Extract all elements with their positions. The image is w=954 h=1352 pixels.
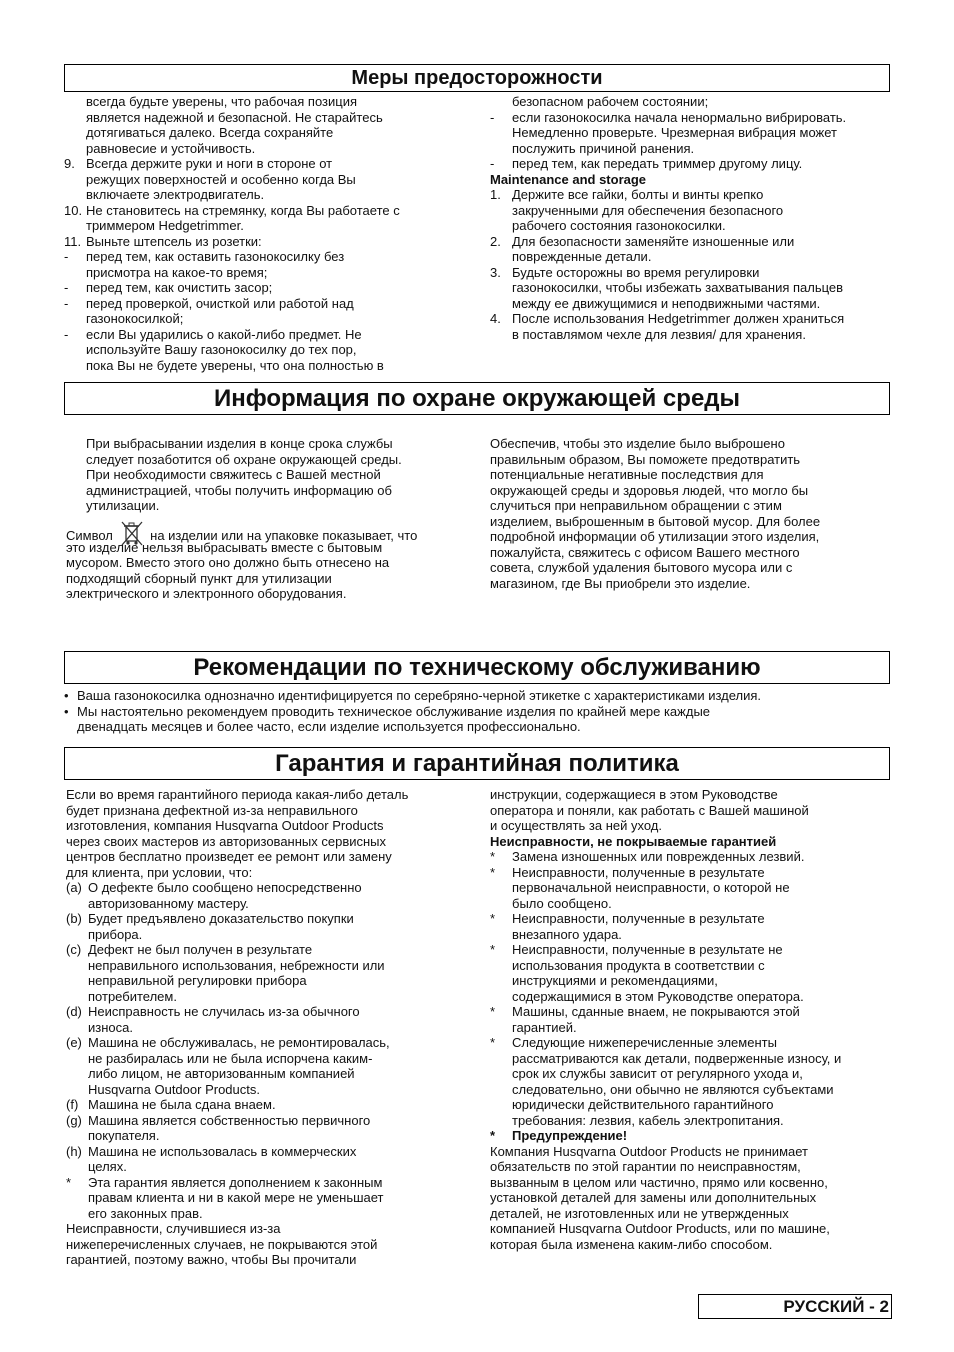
text-line [66,1144,476,1160]
item-text: безопасном рабочем состоянии; [512,94,709,109]
text-line [490,218,890,234]
text-line [64,141,474,157]
bullet-text: Мы настоятельно рекомендуем проводить техническое обслуживание изделия по крайней мере каждые [77,703,711,719]
text-line: электрического и электронного оборудования. [66,586,347,601]
text-line: мусором. Вместо этого оно должно быть отнесено на [66,555,390,570]
text-line [490,156,890,172]
text-line [490,927,890,943]
item-marker: * [490,1035,496,1050]
item-text: закрученными для обеспечения безопасного [512,202,784,218]
item-text: Неисправности, полученные в результате не [512,942,783,957]
item-text: Будет предъявлено доказательство покупки [88,911,354,926]
item-text: Замена изношенных или поврежденных лезвий. [512,849,805,864]
item-text: равновесие и устойчивость. [86,140,256,156]
item-text: перед тем, как очистить засор; [86,280,273,295]
item-text: авторизованному мастеру. [88,895,249,911]
text-line [64,94,474,110]
text-line: следует позаботится об охране окружающей среды. [86,451,402,467]
item-marker: - [490,109,495,125]
text-line [490,958,890,974]
item-text: Всегда держите руки и ноги в стороне от [86,156,333,171]
text-line: пожалуйста, свяжитесь с офисом Вашего местного [490,544,800,560]
text-line: установкой деталей для замены или дополнительных [490,1190,817,1205]
item-text: следовательно, они обычно не являются субъектами [512,1081,834,1097]
warning-heading: Предупреждение! [512,1128,628,1143]
text-line [490,265,890,281]
text-line: правильным образом, Вы поможете предотвратить [490,451,801,467]
text-line [66,1097,476,1113]
text-line [490,1097,890,1113]
symbol-before: Символ [66,527,113,543]
text-line [66,989,476,1005]
warning-heading-row [490,1128,890,1144]
text-line [490,94,890,110]
text-line [490,1082,890,1098]
item-text: было сообщено. [512,895,612,911]
text-line: гарантией, поэтому важно, чтобы Вы прочитали [66,1252,357,1267]
item-text: потребителем. [88,988,177,1004]
item-text: первоначальной неисправности, о которой не [512,880,790,895]
warranty-left-column [66,787,476,1268]
item-text: Неисправность не случилась из-за обычного [88,1004,360,1019]
item-text: газонокосилки, чтобы избежать захватывания пальцев [512,280,844,295]
item-text: использования продукта в соответствии с [512,957,765,973]
text-line [490,880,890,896]
item-marker: (c) [66,942,82,957]
item-text: неправильной регулировки прибора [88,973,307,988]
text-line [490,311,890,327]
page-footer-language: РУССКИЙ - 2 [698,1294,892,1319]
item-marker: (h) [66,1143,82,1159]
item-text: Неисправности, полученные в результате [512,864,765,880]
item-text: триммером Hedgetrimmer. [86,218,244,233]
item-text: рабочего состояния газонокосилки. [512,218,726,233]
text-line [66,1051,476,1067]
item-text: Следующие нижеперечисленные элементы [512,1035,777,1050]
item-marker: (e) [66,1035,82,1050]
item-text: Для безопасности заменяйте изношенные или [512,233,795,249]
environment-left-column [66,436,476,602]
item-marker: (b) [66,911,82,926]
text-line [490,1113,890,1129]
item-text: всегда будьте уверены, что рабочая позиция [86,94,358,109]
warranty-right-column [490,787,890,1252]
item-text: срок их службы зависит от регулярного ухода и, [512,1066,803,1081]
item-text: либо лицом, не авторизованным компанией [88,1066,355,1081]
text-line: При необходимости свяжитесь с Вашей местной [86,467,381,482]
text-line: для клиента, при условии, что: [66,864,253,880]
text-line [490,1004,890,1020]
text-line: подходящий сборный пункт для утилизации [66,570,332,586]
text-line [66,927,476,943]
text-line: деталей, не изготовленных или не утвержденных [490,1205,789,1221]
text-line: совета, службой удаления бытового мусора или с [490,560,793,575]
item-text: между ее движущимися и неподвижными частями. [512,295,821,311]
item-text: юридически действительного гарантийного [512,1097,774,1112]
item-text: Не становитесь на стремянку, когда Вы работаете с [86,202,400,218]
environment-right-column [490,436,890,591]
item-marker: - [64,249,69,264]
text-line: будет признана дефектной из-за неправильного [66,802,358,818]
safety-right-column [490,94,890,342]
text-line: и осуществлять за ней уход. [490,818,662,833]
text-line: нижеперечисленных случаев, не покрываются этой [66,1236,378,1252]
item-marker: (a) [66,880,82,895]
bullet-text: Ваша газонокосилка однозначно идентифицируется по серебряно-черной этикетке с характеристиками изделия. [77,688,762,703]
item-marker: - [490,156,495,171]
item-marker: (g) [66,1112,82,1128]
text-line: При выбрасывании изделия в конце срока службы [86,436,393,451]
item-marker: 11. [64,233,82,249]
not-covered-heading: Неисправности, не покрываемые гарантией [490,833,777,849]
text-line [66,1082,476,1098]
item-text: Машина не обслуживалась, не ремонтировалась, [88,1035,390,1050]
item-text: присмотра на какое-то время; [86,264,268,280]
item-text: включаете электродвигатель. [86,187,265,202]
text-line: случиться при неправильном обращении с этим [490,498,782,513]
item-text: содержащимися в этом Руководстве оператора. [512,988,804,1004]
item-text: его законных прав. [88,1205,203,1221]
item-text: неправильного использования, небрежности или [88,957,385,973]
item-text: покупателя. [88,1128,160,1143]
item-text: Неисправности, полученные в результате [512,911,765,926]
item-text: Дефект не был получен в результате [88,942,313,957]
text-line [66,896,476,912]
text-line [66,973,476,989]
safety-left-column [64,94,474,373]
text-line: администрацией, чтобы получить информацию об [86,482,392,498]
item-marker: - [64,295,69,311]
item-text: поврежденные детали. [512,249,652,264]
item-text: если газонокосилка начала ненормально вибрировать. [512,109,847,125]
text-line [66,1159,476,1175]
service-bullets [64,688,890,735]
symbol-after: на изделии или на упаковке показывает, что [150,527,418,543]
text-line [490,125,890,141]
text-line: Неисправности, случившиеся из-за [66,1221,281,1236]
bullet-dot-icon: • [64,688,69,703]
text-line [64,311,474,327]
text-line: изделием, выброшенным в бытовой мусор. Для более [490,513,821,529]
text-line [64,234,474,250]
text-line [66,1190,476,1206]
text-line [64,218,474,234]
text-line [66,1175,476,1191]
text-line [66,1206,476,1222]
text-line [64,342,474,358]
item-text: Держите все гайки, болты и винты крепко [512,187,764,202]
item-text: инструкциями и рекомендациями, [512,973,718,988]
bullet-text: двенадцать месяцев и более часто, если изделие используется профессионально. [77,719,581,734]
text-line [66,942,476,958]
item-text: рассматриваются как детали, подверженные износу, и [512,1050,842,1066]
item-marker: * [490,1004,496,1019]
text-line: потенциальные негативные последствия для [490,467,764,482]
text-line [66,911,476,927]
text-line: окружающей среды и здоровья людей, что могло бы [490,482,809,498]
item-text: прибора. [88,926,143,942]
text-line [64,296,474,312]
text-line [490,1066,890,1082]
text-line [66,1128,476,1144]
item-marker: 10. [64,202,83,218]
text-line [66,1020,476,1036]
item-marker: * [490,942,496,957]
text-line: изготовления, компания Husqvarna Outdoor Products [66,818,384,833]
item-text: требования: лезвия, кабель электропитания. [512,1112,784,1128]
text-line [490,1035,890,1051]
item-text: является надежной и безопасной. Не старайтесь [86,109,383,125]
text-line [490,1051,890,1067]
item-text: О дефекте было сообщено непосредственно [88,880,362,895]
item-text: дотягиваться далеко. Всегда сохраняйте [86,125,334,140]
item-text: Машина не использовалась в коммерческих [88,1143,357,1159]
text-line [66,1035,476,1051]
item-text: используйте Вашу газонокосилку до тех пор, [86,342,357,357]
text-line [66,880,476,896]
text-line [64,156,474,172]
text-line [66,1004,476,1020]
text-line [490,1020,890,1036]
text-line [64,172,474,188]
text-line: компанией Husqvarna Outdoor Products, или по машине, [490,1221,830,1236]
text-line: Обеспечив, чтобы это изделие было выброшено [490,436,785,451]
item-text: режущих поверхностей и особенно когда Вы [86,171,356,187]
text-line: Если во время гарантийного периода какая-либо деталь [66,787,409,802]
item-text: если Вы ударились о какой-либо предмет. Не [86,326,362,342]
item-text: газонокосилкой; [86,311,184,326]
text-line [66,1066,476,1082]
item-text: После использования Hedgetrimmer должен храниться [512,311,845,326]
text-line [490,234,890,250]
item-marker: 4. [490,311,501,326]
warning-mark: * [490,1128,496,1143]
section-title-environment: Информация по охране окружающей среды [64,382,890,415]
text-line [490,296,890,312]
text-line: магазином, где Вы приобрели это изделие. [490,575,751,591]
bullet-item [64,688,890,704]
text-line: через своих мастеров из авторизованных сервисных [66,833,387,849]
item-marker: * [66,1174,72,1190]
item-text: пока Вы не будете уверены, что она полностью в [86,357,384,373]
section-title-service: Рекомендации по техническому обслуживанию [64,651,890,684]
text-line [66,1113,476,1129]
item-text: целях. [88,1159,127,1174]
item-marker: 2. [490,233,501,249]
item-text: перед проверкой, очисткой или работой над [86,295,354,311]
text-line [490,280,890,296]
item-marker: 1. [490,187,501,202]
text-line [490,942,890,958]
item-marker: * [490,911,496,926]
item-text: правам клиента и ни в какой мере не уменьшает [88,1190,384,1205]
text-line [64,327,474,343]
text-line: центров бесплатно произведет ее ремонт или замену [66,849,392,864]
item-text: в поставлямом чехле для лезвия/ для хранения. [512,326,806,342]
text-line [64,358,474,374]
item-text: Немедленно проверьте. Чрезмерная вибрация может [512,125,837,140]
text-line: Компания Husqvarna Outdoor Products не принимает [490,1143,808,1159]
item-text: Выньте штепсель из розетки: [86,233,262,249]
item-marker: * [490,864,496,880]
text-line: вызванным в целом или частично, прямо или косвенно, [490,1174,828,1190]
text-line [490,249,890,265]
text-line [490,187,890,203]
text-line [490,911,890,927]
text-line [490,989,890,1005]
item-text: износа. [88,1019,133,1035]
section-title-safety: Меры предосторожности [64,64,890,92]
item-text: не разбиралась или не была испорчена каким- [88,1050,373,1066]
text-line [64,203,474,219]
text-line [64,280,474,296]
item-text: Машина не была сдана внаем. [88,1097,276,1112]
text-line: которая была изменена каким-либо способом. [490,1236,773,1252]
text-line [490,203,890,219]
text-line [490,896,890,912]
text-line: обязательств по этой гарантии по неисправностям, [490,1159,801,1174]
item-marker: - [64,280,69,295]
item-text: послужить причиной ранения. [512,140,695,156]
text-line [490,865,890,881]
item-text: гарантией. [512,1019,577,1035]
item-marker: 9. [64,156,75,171]
item-marker: (d) [66,1004,82,1019]
item-text: Эта гарантия является дополнением к законным [88,1174,383,1190]
text-line [66,958,476,974]
item-text: Husqvarna Outdoor Products. [88,1081,260,1097]
text-line [490,110,890,126]
text-line: утилизации. [86,498,160,513]
item-text: Машины, сданные внаем, не покрываются этой [512,1004,800,1019]
text-line [490,141,890,157]
text-line [64,187,474,203]
item-text: Машина является собственностью первичного [88,1112,371,1128]
text-line [490,327,890,343]
text-line: подробной информации об утилизации этого изделия, [490,529,820,544]
text-line: оператора и поняли, как работать с Вашей машиной [490,802,809,818]
text-line [64,249,474,265]
item-marker: 3. [490,264,501,280]
text-line [490,849,890,865]
item-text: перед тем, как оставить газонокосилку без [86,249,345,264]
text-line [490,973,890,989]
bullet-item [64,704,890,735]
item-marker: (f) [66,1097,79,1112]
text-line: инструкции, содержащиеся в этом Руководстве [490,787,778,802]
item-text: Будьте осторожны во время регулировки [512,264,760,280]
item-marker: - [64,326,69,342]
maintenance-heading: Maintenance and storage [490,171,647,187]
item-text: перед тем, как передать триммер другому лицу. [512,156,803,171]
text-line [64,265,474,281]
section-title-warranty: Гарантия и гарантийная политика [64,747,890,780]
item-marker: * [490,849,496,864]
item-text: внезапного удара. [512,926,622,942]
text-line [64,110,474,126]
text-line [64,125,474,141]
text-line: это изделие нельзя выбрасывать вместе с бытовым [66,539,383,555]
bullet-dot-icon: • [64,703,69,719]
